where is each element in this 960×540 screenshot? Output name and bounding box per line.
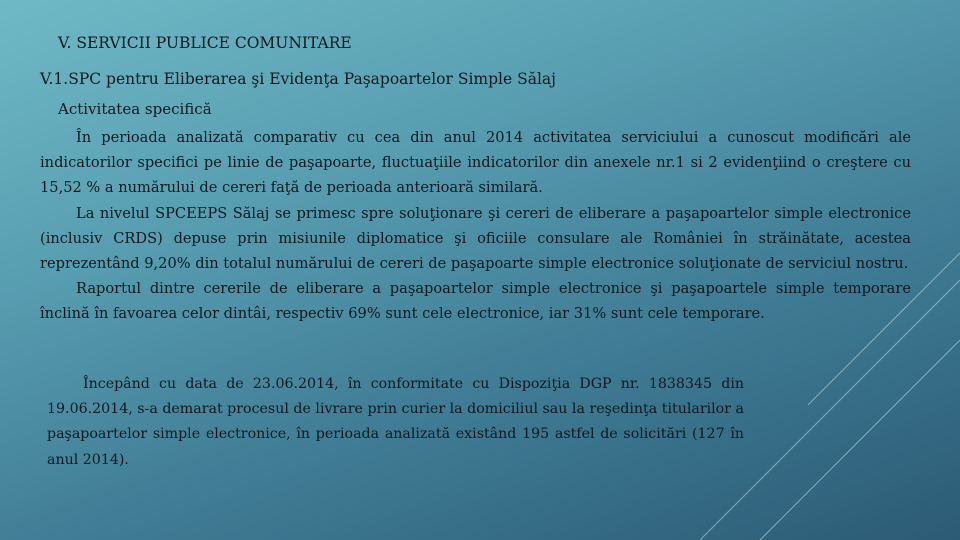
activity-heading: Activitatea specifică bbox=[58, 100, 212, 118]
section-heading: V. SERVICII PUBLICE COMUNITARE bbox=[58, 34, 352, 52]
deco-line-3 bbox=[760, 340, 960, 540]
paragraph-3: Raportul dintre cererile de eliberare a paşapoartelor simple electronice şi paşapoartele simple temporare înclină în favoarea celor dintâi, respectiv 69% sunt cele electronice, iar 31% sunt cele temporare. bbox=[40, 280, 911, 323]
courier-paragraph-block bbox=[47, 372, 744, 473]
courier-paragraph: Începând cu data de 23.06.2014, în conformitate cu Dispoziţia DGP nr. 1838345 din 19.06.2014, s-a demarat procesul de livrare prin curier la domiciliul sau la reşedinţa titularilor a paşapoartelor simple electronice, în perioada analizată existând 195 astfel de solicitări (127 în anul 2014). bbox=[47, 376, 744, 468]
paragraph-1: În perioada analizată comparativ cu cea din anul 2014 activitatea serviciului a cunoscut modificări ale indicatorilor specifici pe linie de paşapoarte, fluctuaţiile indicatorilor din anexele nr.1 si 2 evidenţiind o creştere cu 15,52 % a numărului de cereri faţă de perioada anterioară similară. bbox=[40, 129, 911, 197]
main-text bbox=[40, 125, 911, 327]
subsection-heading: V.1.SPC pentru Eliberarea şi Evidenţa Paşapoartelor Simple Sălaj bbox=[40, 70, 556, 88]
paragraph-2: La nivelul SPCEEPS Sălaj se primesc spre soluţionare şi cereri de eliberare a paşapoartelor simple electronice (inclusiv CRDS) depuse prin misiunile diplomatice şi oficiile consulare ale României în străinătate, acestea reprezentând 9,20% din totalul numărului de cereri de paşapoarte simple electronice soluţionate de serviciul nostru. bbox=[40, 204, 911, 273]
